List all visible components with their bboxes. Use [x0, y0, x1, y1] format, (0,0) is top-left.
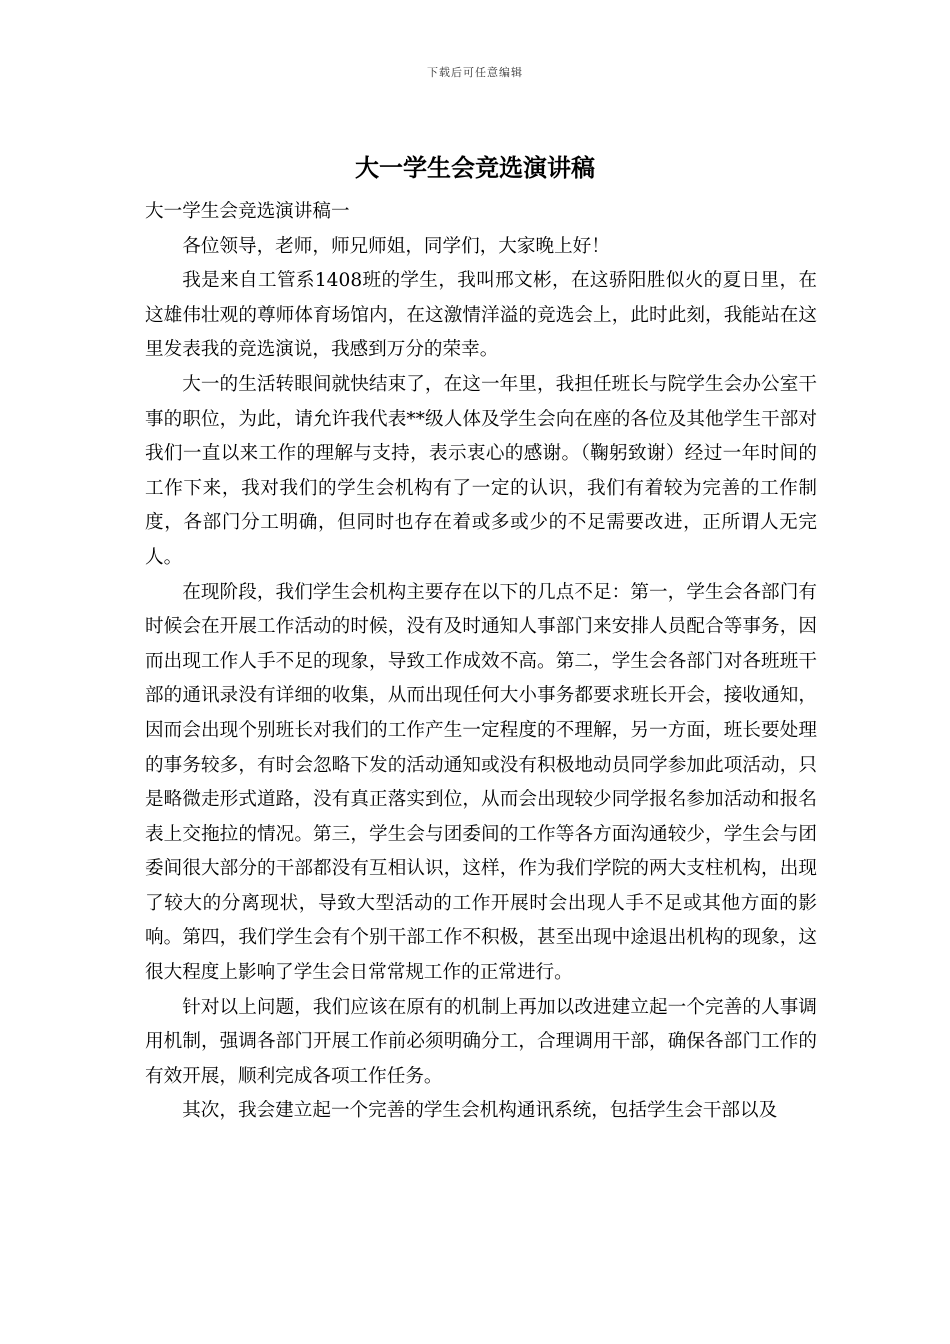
paragraph: 针对以上问题，我们应该在原有的机制上再加以改进建立起一个完善的人事调用机制，强调各部门开展工作前必须明确分工，合理调用干部，确保各部门工作的有效开展，顺利完成各项工作任务。 [145, 996, 817, 1087]
paragraph: 各位领导，老师，师兄师姐，同学们，大家晚上好！ [182, 235, 610, 257]
paragraph: 大一的生活转眼间就快结束了，在这一年里，我担任班长与院学生会办公室干事的职位，为此，请允许我代表**级人体及学生会向在座的各位及其他学生干部对我们一直以来工作的理解与支持，表示衷心的感谢。（鞠躬致谢）经过一年时间的工作下来，我对我们的学生会机构有了一定的认识，我们有着较为完善的工作制度，各部门分工明确，但同时也存在着或多或少的不足需要改进，正所谓人无完人。 [145, 373, 817, 568]
paragraph: 其次，我会建立起一个完善的学生会机构通讯系统，包括学生会干部以及 [182, 1100, 778, 1122]
section-subtitle: 大一学生会竞选演讲稿一 [145, 201, 350, 222]
document-title: 大一学生会竞选演讲稿 [355, 153, 595, 182]
paragraph: 我是来自工管系1408班的学生，我叫邢文彬，在这骄阳胜似火的夏日里，在这雄伟壮观的尊师体育场馆内，在这激情洋溢的竞选会上，此时此刻，我能站在这里发表我的竞选演说，我感到万分的荣幸。 [145, 270, 817, 361]
paragraph: 在现阶段，我们学生会机构主要存在以下的几点不足：第一，学生会各部门有时候会在开展工作活动的时候，没有及时通知人事部门来安排人员配合等事务，因而出现工作人手不足的现象，导致工作成效不高。第二，学生会各部门对各班班干部的通讯录没有详细的收集，从而出现任何大小事务都要求班长开会，接收通知，因而会出现个别班长对我们的工作产生一定程度的不理解，另一方面，班长要处理的事务较多，有时会忽略下发的活动通知或没有积极地动员同学参加此项活动，只是略微走形式道路，没有真正落实到位，从而会出现较少同学报名参加活动和报名表上交拖拉的情况。第三，学生会与团委间的工作等各方面沟通较少，学生会与团委间很大部分的干部都没有互相认识，这样，作为我们学院的两大支柱机构，出现了较大的分离现状，导致大型活动的工作开展时会出现人手不足或其他方面的影响。第四，我们学生会有个别干部工作不积极，甚至出现中途退出机构的现象，这很大程度上影响了学生会日常常规工作的正常进行。 [145, 581, 817, 984]
header-note: 下载后可任意编辑 [427, 66, 523, 79]
document-body [145, 195, 817, 1129]
